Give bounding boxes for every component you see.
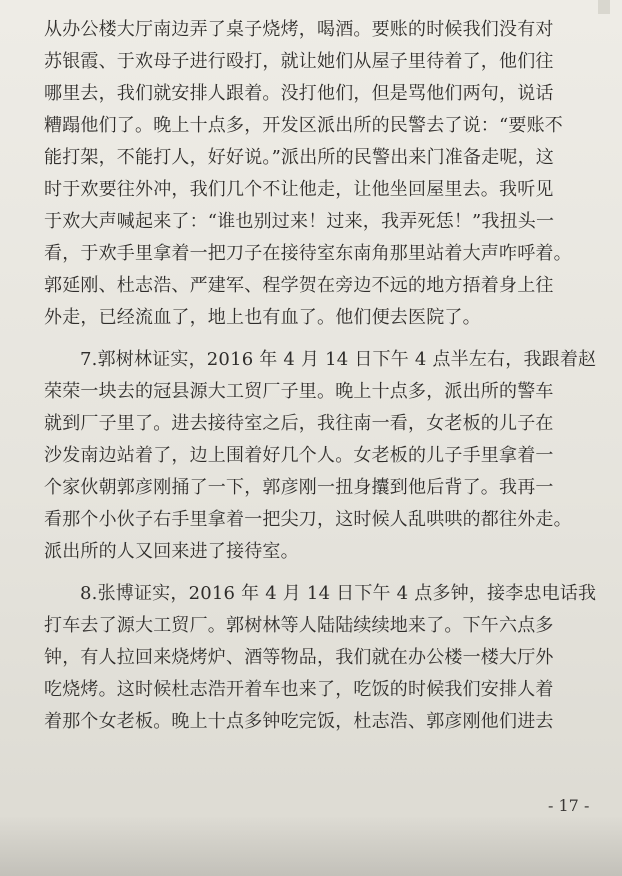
text-line: 于欢大声喊起来了：“谁也别过来！过来，我弄死恁！”我扭头一 [44,211,555,232]
text-line: 外走，已经流血了，地上也有血了。他们便去医院了。 [44,307,481,328]
text-line: 哪里去，我们就安排人跟着。没打他们，但是骂他们两句，说话 [44,83,554,104]
text-line: 沙发南边站着了，边上围着好几个人。女老板的儿子手里拿着一 [44,445,554,466]
photo-shadow [0,816,622,876]
text-line: 郭延刚、杜志浩、严建军、程学贺在旁边不远的地方捂着身上往 [44,275,554,296]
text-line: 7.郭树林证实，2016 年 4 月 14 日下午 4 点半左右，我跟着赵 [80,349,597,370]
page-number: - 17 - [548,796,590,815]
text-line: 吃烧烤。这时候杜志浩开着车也来了，吃饭的时候我们安排人着 [44,679,554,700]
text-line: 从办公楼大厅南边弄了桌子烧烤，喝酒。要账的时候我们没有对 [44,19,554,40]
text-line: 就到厂子里了。进去接待室之后，我往南一看，女老板的儿子在 [44,413,554,434]
text-line: 着那个女老板。晚上十点多钟吃完饭，杜志浩、郭彦刚他们进去 [44,711,554,732]
text-line: 苏银霞、于欢母子进行殴打，就让她们从屋子里待着了，他们往 [44,51,554,72]
text-line: 糟蹋他们了。晚上十点多，开发区派出所的民警去了说：“要账不 [44,115,563,136]
text-line: 荣荣一块去的冠县源大工贸厂子里。晚上十点多，派出所的警车 [44,381,554,402]
text-line: 个家伙朝郭彦刚捅了一下，郭彦刚一扭身攮到他后背了。我再一 [44,477,554,498]
text-line: 派出所的人又回来进了接待室。 [44,541,299,562]
paragraph-gap [44,568,604,578]
text-line: 时于欢要往外冲，我们几个不让他走，让他坐回屋里去。我听见 [44,179,554,200]
page-corner [598,0,610,14]
body-text [44,14,604,738]
paragraph-gap [44,334,604,344]
text-line: 8.张博证实，2016 年 4 月 14 日下午 4 点多钟，接李忠电话我 [80,583,597,604]
text-line: 能打架，不能打人，好好说。”派出所的民警出来门准备走呢，这 [44,147,554,168]
text-line: 钟，有人拉回来烧烤炉、酒等物品，我们就在办公楼一楼大厅外 [44,647,554,668]
text-line: 看，于欢手里拿着一把刀子在接待室东南角那里站着大声咋呼着。 [44,243,572,264]
text-line: 打车去了源大工贸厂。郭树林等人陆陆续续地来了。下午六点多 [44,615,554,636]
text-line: 看那个小伙子右手里拿着一把尖刀，这时候人乱哄哄的都往外走。 [44,509,572,530]
